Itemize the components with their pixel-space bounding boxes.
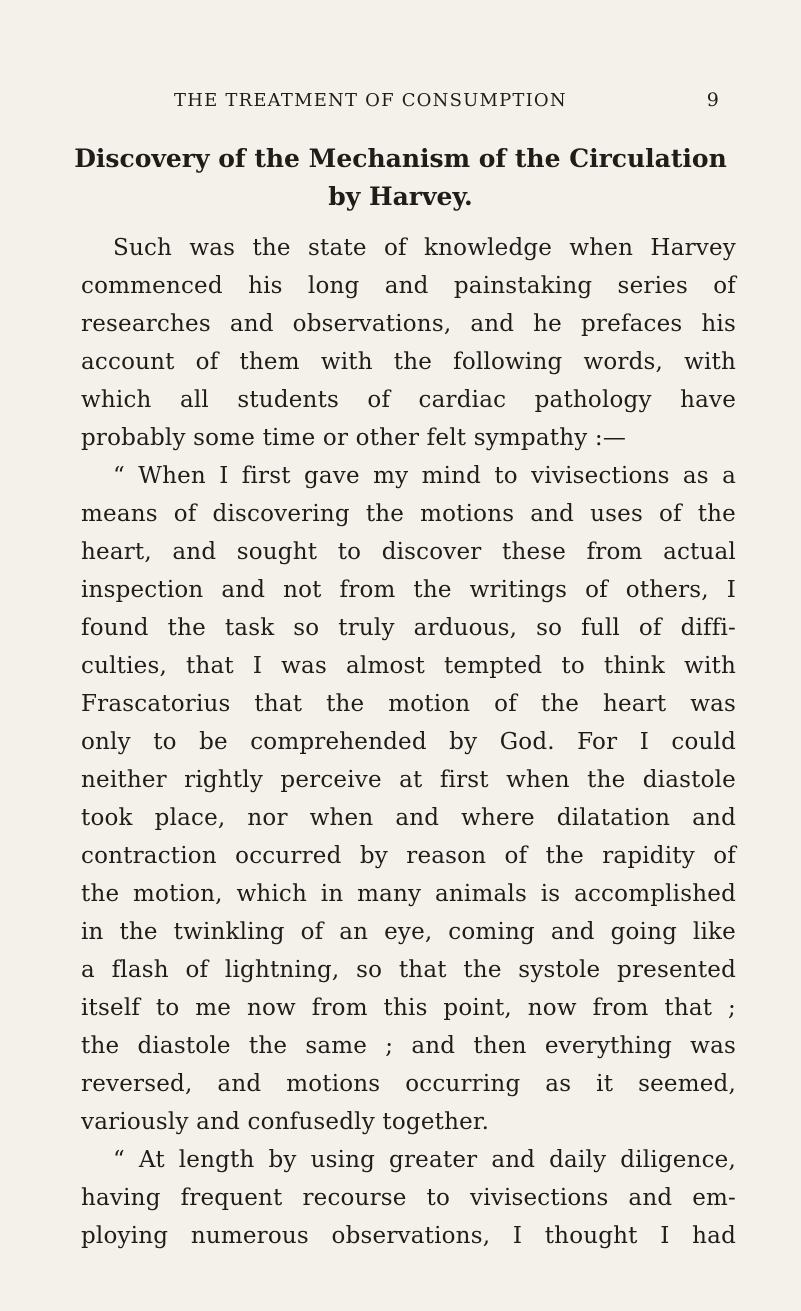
body-line: “ At length by using greater and daily diligence, (113, 1147, 736, 1173)
body-line: neither rightly perceive at first when the diastole (81, 767, 736, 793)
body-line: probably some time or other felt sympathy :— (81, 425, 627, 451)
body-line: took place, nor when and where dilatation and (81, 805, 736, 831)
body-text (81, 229, 736, 1255)
body-line: the motion, which in many animals is accomplished (81, 881, 736, 907)
body-line: found the task so truly arduous, so full of diffi- (81, 615, 736, 641)
running-title: THE TREATMENT OF CONSUMPTION (174, 90, 567, 111)
body-line: Frascatorius that the motion of the heart was (81, 691, 736, 717)
section-heading-line-1: Discovery of the Mechanism of the Circulation (74, 144, 727, 173)
body-line: a flash of lightning, so that the systole presented (81, 957, 736, 983)
body-line: Such was the state of knowledge when Harvey (113, 235, 736, 261)
page-number: 9 (706, 89, 720, 111)
body-line: contraction occurred by reason of the rapidity of (81, 843, 736, 869)
body-line: means of discovering the motions and uses of the (81, 501, 736, 527)
section-heading-line-2: by Harvey. (328, 182, 473, 211)
body-line: culties, that I was almost tempted to think with (81, 653, 736, 679)
body-line: itself to me now from this point, now from that ; (81, 995, 736, 1021)
body-line: account of them with the following words, with (81, 349, 736, 375)
running-header (160, 90, 720, 120)
section-heading (60, 140, 741, 216)
body-line: “ When I first gave my mind to vivisections as a (113, 463, 736, 489)
body-line: variously and confusedly together. (81, 1109, 490, 1135)
body-line: researches and observations, and he prefaces his (81, 311, 736, 337)
body-line: commenced his long and painstaking series of (81, 273, 736, 299)
body-line: having frequent recourse to vivisections and em- (81, 1185, 736, 1211)
body-line: in the twinkling of an eye, coming and going like (81, 919, 736, 945)
body-line: only to be comprehended by God. For I could (81, 729, 736, 755)
body-line: the diastole the same ; and then everything was (81, 1033, 736, 1059)
body-line: ploying numerous observations, I thought I had (81, 1223, 736, 1249)
body-line: which all students of cardiac pathology have (81, 387, 736, 413)
body-line: heart, and sought to discover these from actual (81, 539, 736, 565)
body-line: reversed, and motions occurring as it seemed, (81, 1071, 736, 1097)
body-line: inspection and not from the writings of others, I (81, 577, 736, 603)
